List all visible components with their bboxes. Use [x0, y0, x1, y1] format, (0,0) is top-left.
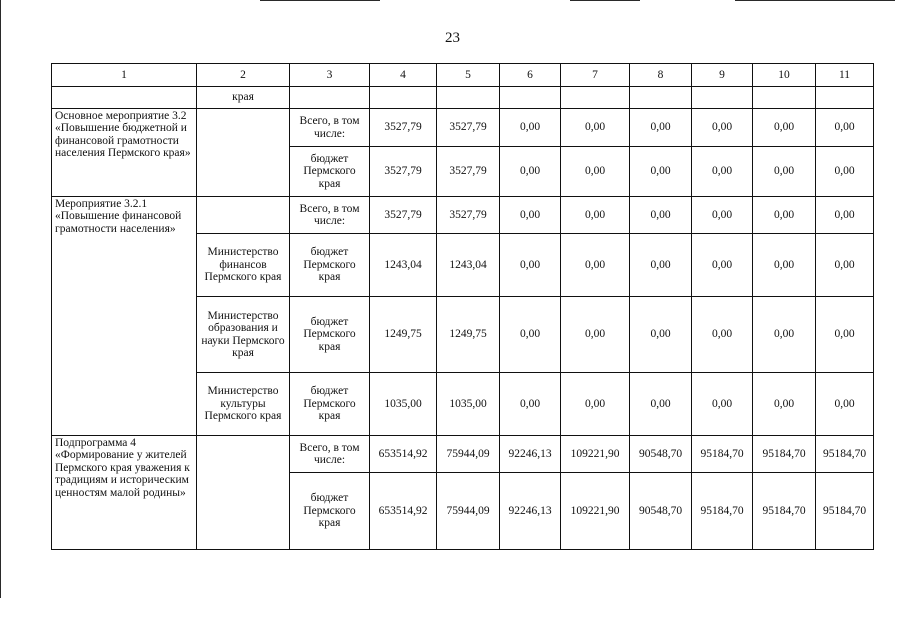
value-cell: 0,00: [500, 147, 561, 197]
value-cell: 0,00: [816, 297, 874, 373]
value-cell: 0,00: [692, 373, 753, 436]
value-cell: 0,00: [630, 109, 692, 147]
table-row: [52, 87, 874, 109]
value-cell: 0,00: [561, 297, 630, 373]
source-label: бюджет Пермского края: [290, 373, 370, 436]
table-cell: [500, 87, 561, 109]
header-row: [52, 64, 874, 87]
value-cell: 0,00: [692, 197, 753, 234]
table-cell: [370, 87, 437, 109]
value-cell: 1249,75: [437, 297, 500, 373]
source-label: Всего, в том числе:: [290, 109, 370, 147]
value-cell: 0,00: [692, 297, 753, 373]
table-cell: [816, 87, 874, 109]
scan-edge-line: [260, 0, 380, 1]
value-cell: 0,00: [753, 297, 816, 373]
value-cell: 0,00: [561, 147, 630, 197]
value-cell: 109221,90: [561, 436, 630, 473]
value-cell: 0,00: [630, 297, 692, 373]
value-cell: 0,00: [630, 373, 692, 436]
executor-name: Министерство образования и науки Пермского края: [197, 297, 290, 373]
value-cell: 3527,79: [370, 197, 437, 234]
value-cell: 0,00: [692, 147, 753, 197]
source-label: бюджет Пермского края: [290, 297, 370, 373]
scan-edge-line: [735, 0, 895, 1]
table-row: [52, 197, 874, 234]
value-cell: 0,00: [500, 109, 561, 147]
value-cell: 0,00: [630, 234, 692, 297]
value-cell: 0,00: [630, 147, 692, 197]
value-cell: 92246,13: [500, 436, 561, 473]
value-cell: 3527,79: [437, 109, 500, 147]
value-cell: 0,00: [561, 234, 630, 297]
value-cell: 109221,90: [561, 473, 630, 550]
value-cell: 75944,09: [437, 436, 500, 473]
value-cell: 3527,79: [370, 147, 437, 197]
source-label: бюджет Пермского края: [290, 147, 370, 197]
source-label: Всего, в том числе:: [290, 436, 370, 473]
value-cell: 653514,92: [370, 436, 437, 473]
value-cell: 0,00: [753, 109, 816, 147]
header-cell: 5: [437, 64, 500, 87]
value-cell: 653514,92: [370, 473, 437, 550]
source-label: бюджет Пермского края: [290, 234, 370, 297]
header-cell: 3: [290, 64, 370, 87]
value-cell: 92246,13: [500, 473, 561, 550]
value-cell: 0,00: [500, 297, 561, 373]
header-cell: 8: [630, 64, 692, 87]
activity-name: Основное мероприятие 3.2 «Повышение бюджетной и финансовой грамотности населения Пермского края»: [52, 109, 197, 197]
header-cell: 7: [561, 64, 630, 87]
activity-name: Мероприятие 3.2.1 «Повышение финансовой грамотности населения»: [52, 197, 197, 436]
header-cell: 2: [197, 64, 290, 87]
value-cell: 95184,70: [753, 473, 816, 550]
value-cell: 0,00: [500, 373, 561, 436]
value-cell: 0,00: [561, 197, 630, 234]
table-cell: [753, 87, 816, 109]
value-cell: 0,00: [561, 109, 630, 147]
source-label: Всего, в том числе:: [290, 197, 370, 234]
value-cell: 0,00: [753, 147, 816, 197]
value-cell: 3527,79: [370, 109, 437, 147]
scan-edge-line: [570, 0, 640, 1]
header-cell: 11: [816, 64, 874, 87]
value-cell: 0,00: [692, 109, 753, 147]
executor-cell: [197, 436, 290, 550]
value-cell: 95184,70: [816, 473, 874, 550]
value-cell: 95184,70: [692, 436, 753, 473]
executor-name: Министерство культуры Пермского края: [197, 373, 290, 436]
header-cell: 4: [370, 64, 437, 87]
value-cell: 1035,00: [370, 373, 437, 436]
value-cell: 0,00: [816, 109, 874, 147]
value-cell: 95184,70: [816, 436, 874, 473]
value-cell: 1035,00: [437, 373, 500, 436]
header-cell: 6: [500, 64, 561, 87]
page-number: 23: [445, 30, 460, 46]
value-cell: 3527,79: [437, 197, 500, 234]
table-cell: [52, 87, 197, 109]
header-cell: 9: [692, 64, 753, 87]
table-cell: [290, 87, 370, 109]
value-cell: 1243,04: [437, 234, 500, 297]
header-cell: 10: [753, 64, 816, 87]
value-cell: 0,00: [816, 373, 874, 436]
activity-name: Подпрограмма 4 «Формирование у жителей Пермского края уважения к традициям и историческим ценностям малой родины»: [52, 436, 197, 550]
financing-table: [51, 63, 874, 550]
executor-cell: [197, 197, 290, 234]
table-row: [52, 436, 874, 473]
value-cell: 0,00: [692, 234, 753, 297]
value-cell: 75944,09: [437, 473, 500, 550]
value-cell: 0,00: [561, 373, 630, 436]
carry-over-text: края: [197, 87, 290, 109]
value-cell: 90548,70: [630, 473, 692, 550]
table-cell: [437, 87, 500, 109]
value-cell: 95184,70: [753, 436, 816, 473]
executor-cell: [197, 109, 290, 197]
value-cell: 1249,75: [370, 297, 437, 373]
value-cell: 0,00: [753, 234, 816, 297]
executor-name: Министерство финансов Пермского края: [197, 234, 290, 297]
header-cell: 1: [52, 64, 197, 87]
value-cell: 3527,79: [437, 147, 500, 197]
table-cell: [630, 87, 692, 109]
value-cell: 0,00: [816, 197, 874, 234]
table-row: [52, 109, 874, 147]
value-cell: 0,00: [816, 147, 874, 197]
table-cell: [692, 87, 753, 109]
source-label: бюджет Пермского края: [290, 473, 370, 550]
value-cell: 0,00: [753, 197, 816, 234]
table-cell: [561, 87, 630, 109]
value-cell: 1243,04: [370, 234, 437, 297]
value-cell: 0,00: [753, 373, 816, 436]
value-cell: 0,00: [630, 197, 692, 234]
scan-edge-line: [0, 0, 1, 598]
value-cell: 95184,70: [692, 473, 753, 550]
value-cell: 0,00: [816, 234, 874, 297]
value-cell: 0,00: [500, 234, 561, 297]
value-cell: 0,00: [500, 197, 561, 234]
value-cell: 90548,70: [630, 436, 692, 473]
